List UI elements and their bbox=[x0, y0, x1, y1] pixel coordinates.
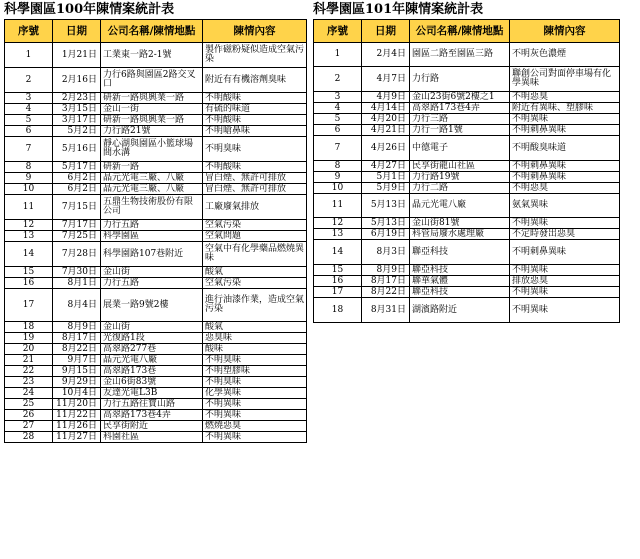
header-place: 公司名稱/陳情地點 bbox=[101, 20, 203, 43]
table-row bbox=[5, 242, 307, 267]
row-content: 不明異味 bbox=[203, 399, 307, 410]
table-row bbox=[314, 136, 620, 161]
table-row bbox=[5, 115, 307, 126]
row-date: 8月17日 bbox=[362, 276, 410, 287]
row-date: 2月4日 bbox=[362, 43, 410, 67]
table-row bbox=[5, 137, 307, 162]
row-place: 力行五路 bbox=[101, 278, 203, 289]
row-place: 五鼎生物技術股份有限公司 bbox=[101, 195, 203, 220]
row-content: 附近有有機溶劑臭味 bbox=[203, 68, 307, 93]
row-content: 不明異味 bbox=[510, 265, 620, 276]
row-date: 8月9日 bbox=[53, 322, 101, 333]
row-content: 惡臭味 bbox=[203, 333, 307, 344]
row-date: 6月2日 bbox=[53, 173, 101, 184]
row-date: 7月30日 bbox=[53, 267, 101, 278]
row-seq: 3 bbox=[5, 93, 53, 104]
row-place: 聯亞科技 bbox=[410, 287, 510, 298]
table-row bbox=[5, 366, 307, 377]
row-place: 展業一路9號2樓 bbox=[101, 289, 203, 322]
row-content: 不明酸臭味道 bbox=[510, 136, 620, 161]
row-place: 高翠路173巷4弄 bbox=[101, 410, 203, 421]
table-101-block bbox=[313, 2, 620, 323]
row-content: 不明惡臭 bbox=[510, 92, 620, 103]
table-row bbox=[314, 114, 620, 125]
row-date: 5月9日 bbox=[362, 183, 410, 194]
row-seq: 20 bbox=[5, 344, 53, 355]
row-date: 8月22日 bbox=[53, 344, 101, 355]
row-content: 空氣污染 bbox=[203, 278, 307, 289]
row-seq: 17 bbox=[314, 287, 362, 298]
header-date: 日期 bbox=[53, 20, 101, 43]
table-row bbox=[314, 172, 620, 183]
table-row bbox=[5, 184, 307, 195]
table-row bbox=[5, 289, 307, 322]
row-date: 4月14日 bbox=[362, 103, 410, 114]
table-row bbox=[5, 410, 307, 421]
table-row bbox=[314, 265, 620, 276]
row-content: 不明刺鼻異味 bbox=[510, 125, 620, 136]
row-date: 4月20日 bbox=[362, 114, 410, 125]
row-place: 金山一街 bbox=[101, 104, 203, 115]
table-row bbox=[5, 220, 307, 231]
row-seq: 4 bbox=[5, 104, 53, 115]
row-place: 聯華氣體 bbox=[410, 276, 510, 287]
row-content: 冒白煙、無許可排放 bbox=[203, 173, 307, 184]
row-seq: 16 bbox=[5, 278, 53, 289]
row-content: 製作磁粉疑似造成空氣污染 bbox=[203, 43, 307, 68]
table-row bbox=[5, 162, 307, 173]
row-content: 化學異味 bbox=[203, 388, 307, 399]
row-place: 民享街附近 bbox=[101, 421, 203, 432]
row-place: 友達光電L3B bbox=[101, 388, 203, 399]
row-place: 力行五路 bbox=[101, 220, 203, 231]
row-date: 6月19日 bbox=[362, 229, 410, 240]
row-content: 不明塑膠味 bbox=[203, 366, 307, 377]
table-row bbox=[314, 161, 620, 172]
table-100 bbox=[4, 19, 307, 443]
row-date: 11月22日 bbox=[53, 410, 101, 421]
row-place: 研新一路與興業一路 bbox=[101, 93, 203, 104]
row-date: 4月26日 bbox=[362, 136, 410, 161]
row-seq: 11 bbox=[5, 195, 53, 220]
row-date: 11月27日 bbox=[53, 432, 101, 443]
row-place: 科學園區 bbox=[101, 231, 203, 242]
table-101 bbox=[313, 19, 620, 323]
row-seq: 5 bbox=[5, 115, 53, 126]
row-seq: 9 bbox=[5, 173, 53, 184]
table-row bbox=[5, 333, 307, 344]
row-place: 晶元光電三廠、八廠 bbox=[101, 173, 203, 184]
table-row bbox=[5, 68, 307, 93]
table-row bbox=[5, 93, 307, 104]
row-date: 11月26日 bbox=[53, 421, 101, 432]
row-date: 8月9日 bbox=[362, 265, 410, 276]
table-row bbox=[314, 240, 620, 265]
row-seq: 13 bbox=[314, 229, 362, 240]
row-seq: 8 bbox=[5, 162, 53, 173]
row-place: 高翠路173巷 bbox=[101, 366, 203, 377]
row-date: 9月29日 bbox=[53, 377, 101, 388]
row-place: 金山街81號 bbox=[410, 218, 510, 229]
row-date: 6月2日 bbox=[53, 184, 101, 195]
row-content: 冒白煙、無許可排放 bbox=[203, 184, 307, 195]
row-date: 8月1日 bbox=[53, 278, 101, 289]
row-place: 科管局廢水處理廠 bbox=[410, 229, 510, 240]
row-seq: 9 bbox=[314, 172, 362, 183]
row-date: 9月7日 bbox=[53, 355, 101, 366]
row-content: 聯創公司對面停車場有化學異味 bbox=[510, 67, 620, 92]
table-row bbox=[314, 229, 620, 240]
table-row bbox=[314, 67, 620, 92]
header-date: 日期 bbox=[362, 20, 410, 43]
row-date: 8月3日 bbox=[362, 240, 410, 265]
header-place: 公司名稱/陳情地點 bbox=[410, 20, 510, 43]
row-content: 不明酸味 bbox=[203, 93, 307, 104]
row-seq: 28 bbox=[5, 432, 53, 443]
row-date: 8月31日 bbox=[362, 298, 410, 323]
row-content: 不明異味 bbox=[510, 287, 620, 298]
row-content: 不明異味 bbox=[510, 114, 620, 125]
row-place: 晶元光電八廠 bbox=[101, 355, 203, 366]
row-date: 5月16日 bbox=[53, 137, 101, 162]
row-seq: 6 bbox=[314, 125, 362, 136]
row-seq: 8 bbox=[314, 161, 362, 172]
row-place: 研新一路與興業一路 bbox=[101, 115, 203, 126]
row-place: 金山6街83號 bbox=[101, 377, 203, 388]
table-row bbox=[314, 43, 620, 67]
row-content: 不明臭味 bbox=[203, 355, 307, 366]
row-seq: 1 bbox=[314, 43, 362, 67]
row-content: 酸氣 bbox=[203, 322, 307, 333]
row-content: 不明刺鼻異味 bbox=[510, 161, 620, 172]
row-place: 中德電子 bbox=[410, 136, 510, 161]
row-seq: 12 bbox=[5, 220, 53, 231]
row-seq: 18 bbox=[314, 298, 362, 323]
row-place: 力行路 bbox=[410, 67, 510, 92]
row-place: 湖濱路附近 bbox=[410, 298, 510, 323]
table-row bbox=[5, 173, 307, 184]
row-seq: 5 bbox=[314, 114, 362, 125]
table-101-header-row bbox=[314, 20, 620, 43]
row-place: 金山街 bbox=[101, 267, 203, 278]
row-place: 力行一路1號 bbox=[410, 125, 510, 136]
table-row bbox=[314, 218, 620, 229]
table-row bbox=[5, 399, 307, 410]
row-content: 不明異味 bbox=[510, 298, 620, 323]
row-place: 力行路19號 bbox=[410, 172, 510, 183]
table-row bbox=[5, 231, 307, 242]
table-row bbox=[314, 183, 620, 194]
row-date: 8月22日 bbox=[362, 287, 410, 298]
row-place: 力行五路往寶山路 bbox=[101, 399, 203, 410]
row-place: 金山街 bbox=[101, 322, 203, 333]
table-100-header-row bbox=[5, 20, 307, 43]
header-content: 陳情內容 bbox=[203, 20, 307, 43]
row-place: 民享街龍山社區 bbox=[410, 161, 510, 172]
table-row bbox=[5, 104, 307, 115]
row-date: 1月21日 bbox=[53, 43, 101, 68]
table-row bbox=[314, 287, 620, 298]
row-content: 不明異味 bbox=[510, 218, 620, 229]
row-place: 科園社區 bbox=[101, 432, 203, 443]
row-seq: 2 bbox=[314, 67, 362, 92]
table-row bbox=[5, 126, 307, 137]
row-place: 工業東一路2-1號 bbox=[101, 43, 203, 68]
table-row bbox=[314, 298, 620, 323]
table-row bbox=[5, 322, 307, 333]
row-content: 空氣污染 bbox=[203, 220, 307, 231]
table-row bbox=[5, 278, 307, 289]
row-place: 晶元光電八廠 bbox=[410, 194, 510, 218]
row-date: 10月4日 bbox=[53, 388, 101, 399]
row-date: 5月1日 bbox=[362, 172, 410, 183]
row-seq: 24 bbox=[5, 388, 53, 399]
row-seq: 23 bbox=[5, 377, 53, 388]
row-seq: 15 bbox=[5, 267, 53, 278]
row-content: 酸氣 bbox=[203, 267, 307, 278]
row-date: 9月15日 bbox=[53, 366, 101, 377]
row-content: 不明酸味 bbox=[203, 162, 307, 173]
row-seq: 16 bbox=[314, 276, 362, 287]
row-seq: 25 bbox=[5, 399, 53, 410]
table-row bbox=[5, 43, 307, 68]
table-row bbox=[5, 267, 307, 278]
table-100-title: 科學園區100年陳情案統計表 bbox=[4, 2, 175, 17]
row-place: 研新一路 bbox=[101, 162, 203, 173]
row-content: 附近有異味、塑膠味 bbox=[510, 103, 620, 114]
row-seq: 26 bbox=[5, 410, 53, 421]
row-content: 不定時發出惡臭 bbox=[510, 229, 620, 240]
row-date: 5月13日 bbox=[362, 218, 410, 229]
row-seq: 14 bbox=[314, 240, 362, 265]
table-row bbox=[5, 421, 307, 432]
row-date: 4月21日 bbox=[362, 125, 410, 136]
row-place: 力行二路 bbox=[410, 183, 510, 194]
row-content: 不明異味 bbox=[203, 410, 307, 421]
row-place: 力行6路與園區2路交叉口 bbox=[101, 68, 203, 93]
row-content: 進行油漆作業，造成空氣污染 bbox=[203, 289, 307, 322]
row-seq: 4 bbox=[314, 103, 362, 114]
table-row bbox=[314, 125, 620, 136]
row-content: 不明嗆鼻味 bbox=[203, 126, 307, 137]
row-place: 晶元光電三廠、八廠 bbox=[101, 184, 203, 195]
row-seq: 12 bbox=[314, 218, 362, 229]
row-date: 8月4日 bbox=[53, 289, 101, 322]
header-seq: 序號 bbox=[5, 20, 53, 43]
row-seq: 6 bbox=[5, 126, 53, 137]
table-row bbox=[5, 355, 307, 366]
row-content: 不明刺鼻異味 bbox=[510, 172, 620, 183]
row-seq: 27 bbox=[5, 421, 53, 432]
row-date: 2月23日 bbox=[53, 93, 101, 104]
row-date: 7月17日 bbox=[53, 220, 101, 231]
table-row bbox=[5, 377, 307, 388]
table-101-title: 科學園區101年陳情案統計表 bbox=[313, 2, 484, 17]
row-content: 酸味 bbox=[203, 344, 307, 355]
table-row bbox=[314, 276, 620, 287]
row-seq: 14 bbox=[5, 242, 53, 267]
row-seq: 10 bbox=[314, 183, 362, 194]
row-date: 7月25日 bbox=[53, 231, 101, 242]
row-date: 8月17日 bbox=[53, 333, 101, 344]
row-content: 不明酸味 bbox=[203, 115, 307, 126]
row-content: 排放惡臭 bbox=[510, 276, 620, 287]
row-date: 7月28日 bbox=[53, 242, 101, 267]
table-100-block bbox=[4, 2, 307, 443]
row-date: 5月13日 bbox=[362, 194, 410, 218]
row-date: 4月7日 bbox=[362, 67, 410, 92]
row-seq: 22 bbox=[5, 366, 53, 377]
row-content: 燃燒惡臭 bbox=[203, 421, 307, 432]
row-seq: 17 bbox=[5, 289, 53, 322]
row-date: 4月27日 bbox=[362, 161, 410, 172]
row-content: 氨氣異味 bbox=[510, 194, 620, 218]
row-content: 空氣問題 bbox=[203, 231, 307, 242]
row-seq: 11 bbox=[314, 194, 362, 218]
row-seq: 2 bbox=[5, 68, 53, 93]
row-place: 靜心湖與園區小籃球場間水溝 bbox=[101, 137, 203, 162]
row-place: 光復路1段 bbox=[101, 333, 203, 344]
row-content: 不明惡臭 bbox=[510, 183, 620, 194]
row-seq: 7 bbox=[314, 136, 362, 161]
row-content: 不明異味 bbox=[203, 432, 307, 443]
row-content: 不明臭味 bbox=[203, 377, 307, 388]
table-row bbox=[5, 195, 307, 220]
row-date: 7月15日 bbox=[53, 195, 101, 220]
row-date: 2月16日 bbox=[53, 68, 101, 93]
row-place: 金山23街6號2樓之1 bbox=[410, 92, 510, 103]
row-content: 不明臭味 bbox=[203, 137, 307, 162]
row-place: 聯亞科技 bbox=[410, 240, 510, 265]
row-seq: 10 bbox=[5, 184, 53, 195]
row-seq: 3 bbox=[314, 92, 362, 103]
row-place: 聯亞科技 bbox=[410, 265, 510, 276]
table-row bbox=[5, 432, 307, 443]
table-row bbox=[314, 194, 620, 218]
header-seq: 序號 bbox=[314, 20, 362, 43]
table-row bbox=[314, 103, 620, 114]
header-content: 陳情內容 bbox=[510, 20, 620, 43]
row-seq: 18 bbox=[5, 322, 53, 333]
row-place: 高翠路277巷 bbox=[101, 344, 203, 355]
row-seq: 13 bbox=[5, 231, 53, 242]
row-date: 5月17日 bbox=[53, 162, 101, 173]
row-seq: 19 bbox=[5, 333, 53, 344]
row-content: 有硫的味道 bbox=[203, 104, 307, 115]
row-seq: 21 bbox=[5, 355, 53, 366]
row-seq: 7 bbox=[5, 137, 53, 162]
row-seq: 1 bbox=[5, 43, 53, 68]
row-date: 3月15日 bbox=[53, 104, 101, 115]
table-row bbox=[314, 92, 620, 103]
row-place: 園區二路至園區三路 bbox=[410, 43, 510, 67]
row-content: 空氣中有化學藥品燃燒異味 bbox=[203, 242, 307, 267]
row-place: 科學園路107巷附近 bbox=[101, 242, 203, 267]
row-date: 5月2日 bbox=[53, 126, 101, 137]
row-seq: 15 bbox=[314, 265, 362, 276]
row-date: 11月20日 bbox=[53, 399, 101, 410]
row-content: 不明刺鼻異味 bbox=[510, 240, 620, 265]
row-place: 高翠路173巷4弄 bbox=[410, 103, 510, 114]
row-content: 工廠廢氣排放 bbox=[203, 195, 307, 220]
row-date: 3月17日 bbox=[53, 115, 101, 126]
row-date: 4月9日 bbox=[362, 92, 410, 103]
table-row bbox=[5, 388, 307, 399]
table-row bbox=[5, 344, 307, 355]
row-place: 力行路21號 bbox=[101, 126, 203, 137]
row-content: 不明灰色濃煙 bbox=[510, 43, 620, 67]
row-place: 力行三路 bbox=[410, 114, 510, 125]
